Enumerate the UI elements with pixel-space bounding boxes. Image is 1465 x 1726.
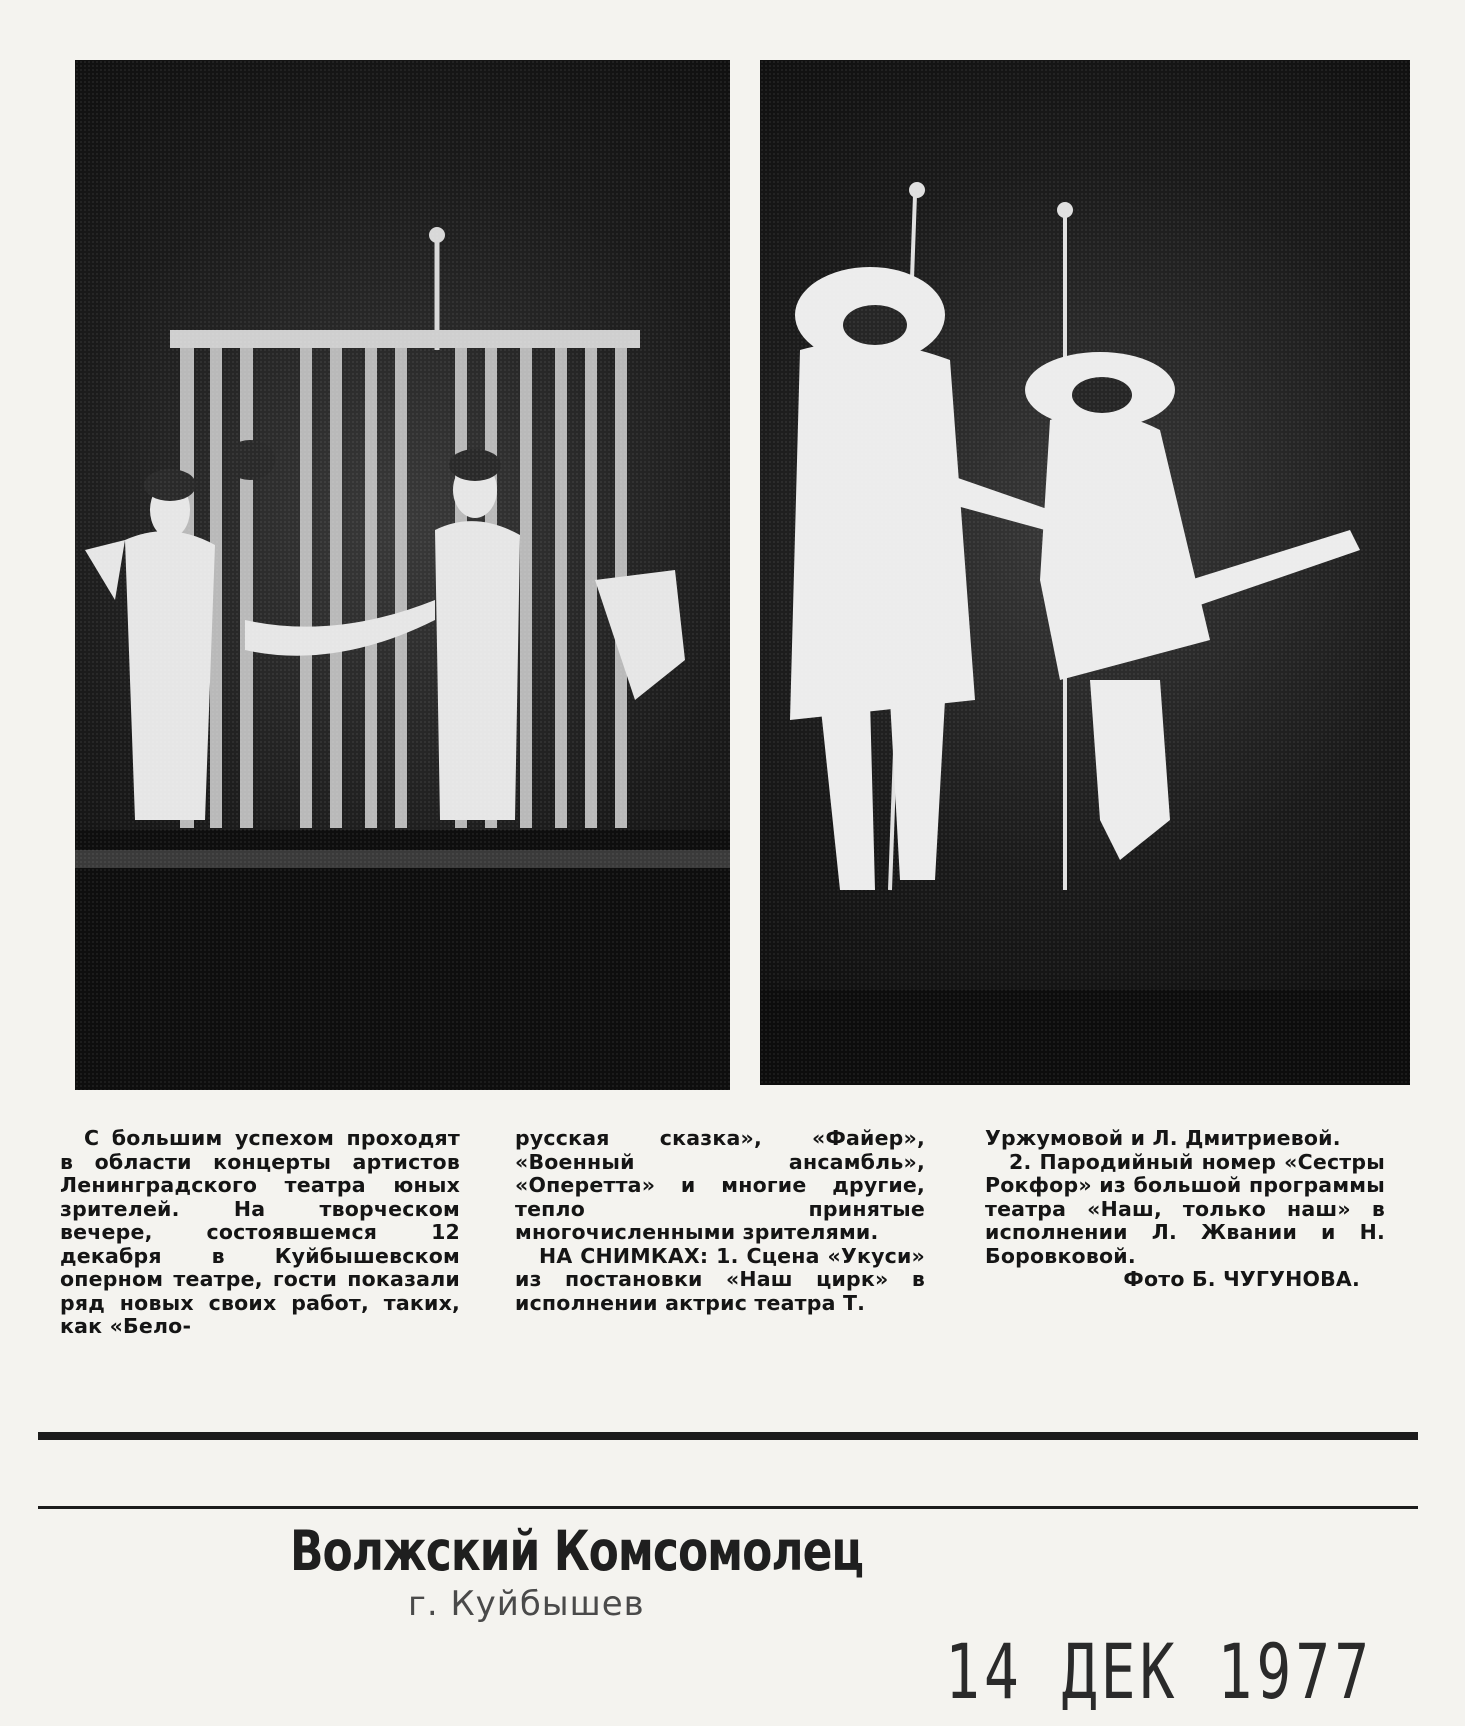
newspaper-stamp-city: г. Куйбышев — [408, 1584, 645, 1624]
caption-paragraph: русская сказка», «Файер», «Военный ансамбль», «Оперетта» и многие другие, тепло принятые многочисленными зрителями. — [515, 1126, 925, 1244]
caption-column-1 — [60, 1127, 460, 1339]
photo-credit: Фото Б. ЧУГУНОВА. — [1123, 1267, 1360, 1291]
photo-stage-scene — [75, 60, 730, 1090]
divider-rule-thin — [38, 1506, 1418, 1509]
stage-scene-illustration — [75, 60, 730, 1090]
caption-column-3 — [985, 1127, 1385, 1292]
caption-paragraph: С большим успехом проходят в области концерты артистов Ленинградского театра юных зрителей. На творческом вечере, состоявшемся 12 декабря в Куйбышевском оперном театре, гости показали ряд новых своих работ, таких, как «Бело- — [60, 1126, 460, 1338]
divider-rule-thick — [38, 1432, 1418, 1440]
caption-photo-description: НА СНИМКАХ: 1. Сцена «Укуси» из постановки «Наш цирк» в исполнении актрис театра Т. — [515, 1243, 925, 1315]
caption-column-2 — [515, 1127, 925, 1315]
caption-paragraph: Уржумовой и Л. Дмитриевой. — [985, 1126, 1341, 1150]
date-stamp: 14 ДЕК 1977 — [945, 1628, 1374, 1717]
photo-parody-duo — [760, 60, 1410, 1085]
newspaper-stamp-title: Волжский Комсомолец — [290, 1520, 864, 1584]
caption-photo-description: 2. Пародийный номер «Сестры Рокфор» из большой программы театра «Наш, только наш» в исполнении Л. Жвании и Н. Боровковой. — [985, 1149, 1385, 1268]
parody-duo-illustration — [760, 60, 1410, 1085]
